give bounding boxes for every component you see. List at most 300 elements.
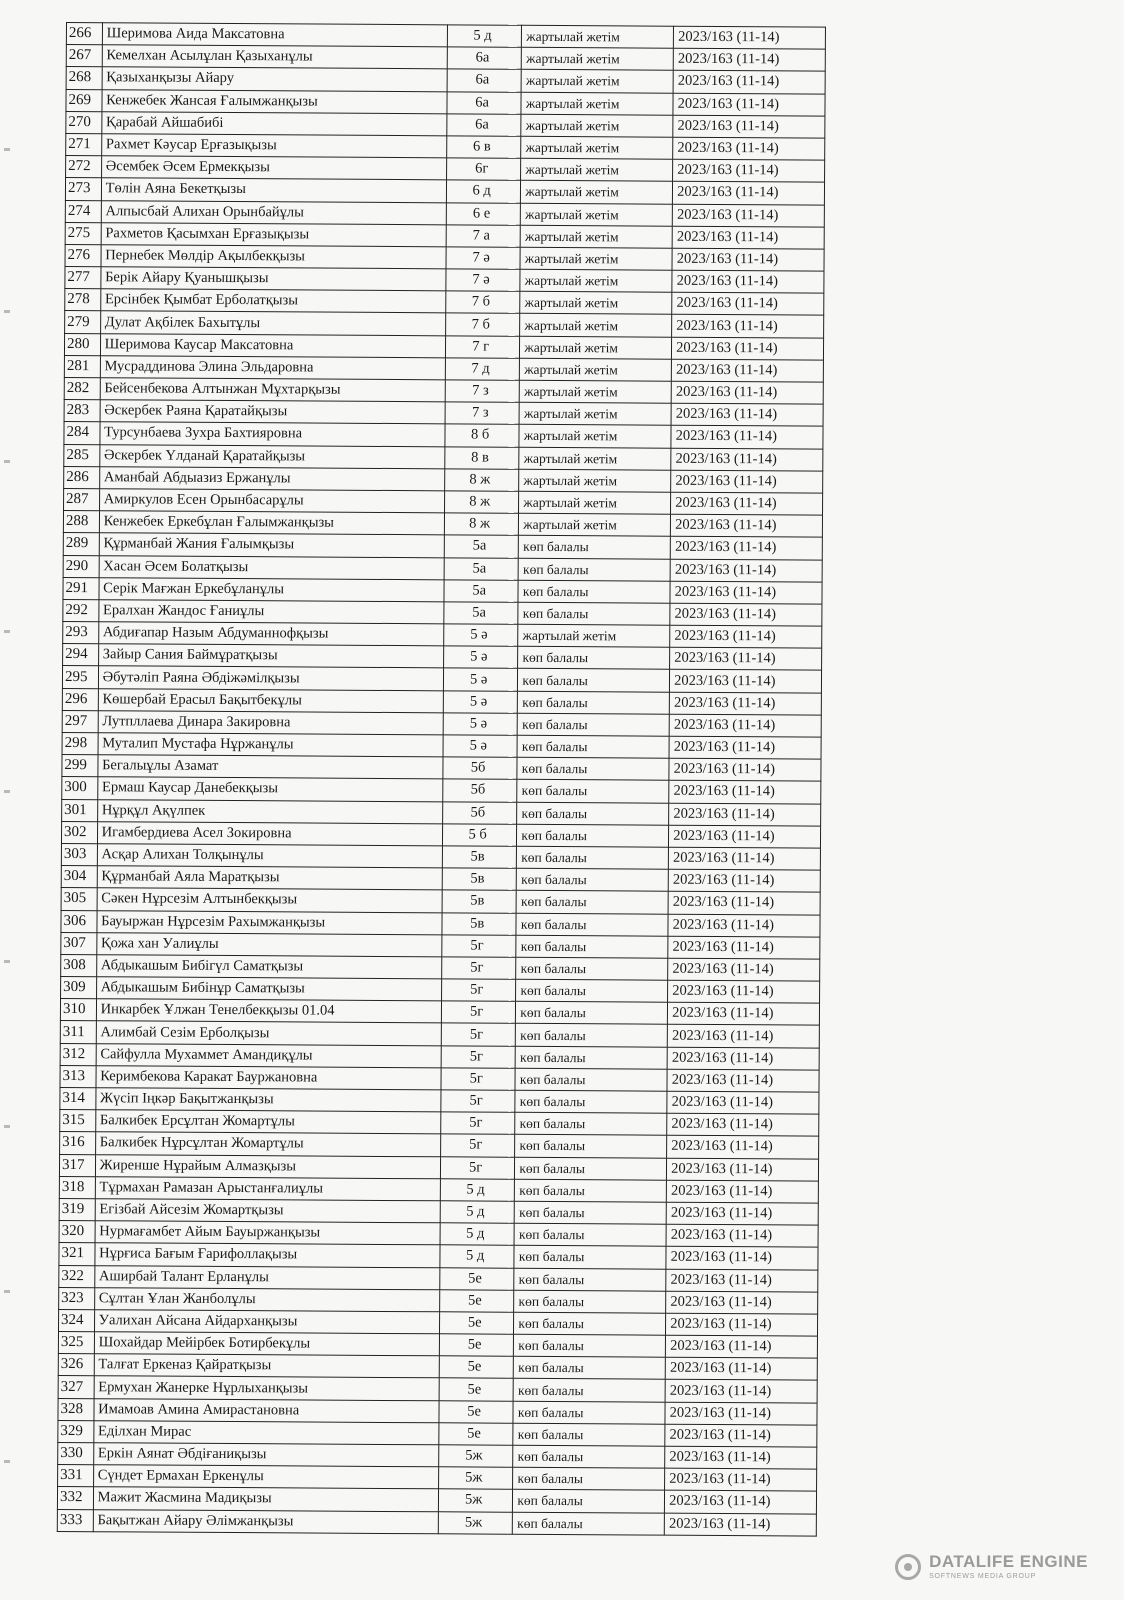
reference-cell: 2023/163 (11-14)	[666, 1180, 818, 1203]
row-number: 314	[60, 1087, 96, 1109]
status-cell: көп балалы	[515, 1112, 667, 1135]
status-cell: жартылай жетім	[520, 292, 672, 315]
status-cell: жартылай жетім	[521, 114, 673, 137]
class-cell: 5ж	[439, 1467, 509, 1490]
class-cell: 5е	[439, 1334, 509, 1357]
status-cell: көп балалы	[518, 647, 670, 670]
student-name: Амиркулов Есен Орынбасарұлы	[99, 489, 444, 513]
class-cell: 5е	[439, 1423, 509, 1446]
class-cell: 6а	[447, 69, 517, 92]
status-cell: көп балалы	[513, 1445, 665, 1468]
status-cell: көп балалы	[514, 1357, 666, 1380]
reference-cell: 2023/163 (11-14)	[667, 1136, 819, 1159]
row-number: 310	[60, 999, 96, 1021]
row-number: 305	[61, 888, 97, 910]
status-cell: көп балалы	[513, 1467, 665, 1490]
class-cell: 5г	[442, 935, 512, 958]
student-name: Шохайдар Мейірбек Ботирбекұлы	[94, 1332, 439, 1356]
status-cell: көп балалы	[516, 979, 668, 1002]
document-sheet	[57, 22, 826, 1536]
student-name: Бауыржан Нұрсезім Рахымжанқызы	[97, 910, 442, 934]
status-cell: жартылай жетім	[520, 336, 672, 359]
status-cell: көп балалы	[517, 780, 669, 803]
reference-cell: 2023/163 (11-14)	[673, 93, 825, 116]
status-cell: көп балалы	[517, 802, 669, 825]
status-cell: жартылай жетім	[521, 92, 673, 115]
class-cell: 5е	[440, 1312, 510, 1335]
status-cell: көп балалы	[518, 602, 670, 625]
reference-cell: 2023/163 (11-14)	[666, 1291, 818, 1314]
status-cell: жартылай жетім	[519, 491, 671, 514]
row-number: 279	[65, 311, 101, 333]
status-cell: көп балалы	[514, 1290, 666, 1313]
reference-cell: 2023/163 (11-14)	[672, 292, 824, 315]
row-number: 293	[63, 622, 99, 644]
student-name: Кенжебек Еркебұлан Ғалымжанқызы	[99, 511, 444, 535]
status-cell: көп балалы	[515, 1201, 667, 1224]
reference-cell: 2023/163 (11-14)	[668, 869, 820, 892]
row-number: 291	[63, 577, 99, 599]
reference-cell: 2023/163 (11-14)	[669, 736, 821, 759]
reference-cell: 2023/163 (11-14)	[672, 204, 824, 227]
reference-cell: 2023/163 (11-14)	[673, 159, 825, 182]
student-name: Имамоав Амина Амирастановна	[94, 1398, 439, 1422]
row-number: 323	[59, 1287, 95, 1309]
row-number: 318	[59, 1176, 95, 1198]
student-name: Балкибек Ерсұлтан Жомартұлы	[95, 1110, 440, 1134]
row-number: 296	[62, 688, 98, 710]
student-name: Алимбай Сезім Ерболқызы	[96, 1021, 441, 1045]
class-cell: 7 г	[445, 335, 515, 358]
class-cell: 8 в	[445, 446, 515, 469]
status-cell: көп балалы	[513, 1512, 665, 1535]
row-number: 269	[66, 89, 102, 111]
row-number: 288	[63, 511, 99, 533]
class-cell: 7 б	[446, 291, 516, 314]
student-name: Асқар Алихан Толқынұлы	[97, 844, 442, 868]
student-name: Сайфулла Мухаммет Амандиқұлы	[96, 1043, 441, 1067]
class-cell: 5 ә	[443, 735, 513, 758]
student-name: Еділхан Мирас	[93, 1421, 438, 1445]
student-name: Балкибек Нұрсұлтан Жомартұлы	[95, 1132, 440, 1156]
row-number: 315	[60, 1110, 96, 1132]
status-cell: көп балалы	[514, 1223, 666, 1246]
reference-cell: 2023/163 (11-14)	[671, 470, 823, 493]
student-name: Еркін Аянат Әбдіғаниқызы	[93, 1443, 438, 1467]
class-cell: 5 д	[440, 1223, 510, 1246]
row-number: 281	[64, 355, 100, 377]
row-number: 299	[62, 755, 98, 777]
watermark	[895, 1553, 1088, 1580]
status-cell: жартылай жетім	[521, 70, 673, 93]
class-cell: 5 ә	[443, 690, 513, 713]
student-name: Әскербек Үлданай Қаратайқызы	[99, 444, 444, 468]
student-name: Жүсіп Іңкәр Бақытжанқызы	[96, 1088, 441, 1112]
student-name: Бақытжан Айару Әлімжанқызы	[93, 1509, 438, 1533]
status-cell: көп балалы	[515, 1157, 667, 1180]
class-cell: 5г	[441, 1090, 511, 1113]
row-number: 272	[66, 156, 102, 178]
row-number: 309	[61, 977, 97, 999]
status-cell: көп балалы	[513, 1490, 665, 1513]
class-cell: 5е	[439, 1378, 509, 1401]
reference-cell: 2023/163 (11-14)	[667, 1158, 819, 1181]
reference-cell: 2023/163 (11-14)	[665, 1446, 817, 1469]
class-cell: 8 ж	[444, 513, 514, 536]
row-number: 282	[64, 377, 100, 399]
reference-cell: 2023/163 (11-14)	[670, 670, 822, 693]
class-cell: 5в	[442, 868, 512, 891]
class-cell: 5б	[443, 757, 513, 780]
class-cell: 5в	[442, 890, 512, 913]
row-number: 303	[61, 843, 97, 865]
row-number: 286	[64, 466, 100, 488]
reference-cell: 2023/163 (11-14)	[670, 581, 822, 604]
student-name: Аманбай Абдыазиз Ержанұлы	[99, 466, 444, 490]
class-cell: 5е	[439, 1356, 509, 1379]
class-cell: 5а	[444, 580, 514, 603]
student-name: Берік Айару Қуанышқызы	[101, 267, 446, 291]
status-cell: көп балалы	[515, 1068, 667, 1091]
row-number: 294	[63, 644, 99, 666]
class-cell: 7 з	[445, 380, 515, 403]
row-number: 306	[61, 910, 97, 932]
row-number: 311	[60, 1021, 96, 1043]
class-cell: 5г	[442, 979, 512, 1002]
watermark-text	[929, 1553, 1088, 1580]
class-cell: 7 ә	[446, 269, 516, 292]
reference-cell: 2023/163 (11-14)	[674, 26, 826, 49]
students-table	[57, 22, 826, 1536]
row-number: 266	[66, 23, 102, 45]
reference-cell: 2023/163 (11-14)	[666, 1247, 818, 1270]
row-number: 283	[64, 400, 100, 422]
class-cell: 5ж	[438, 1489, 508, 1512]
row-number: 297	[62, 710, 98, 732]
student-name: Қожа хан Уалиұлы	[96, 932, 441, 956]
student-name: Хасан Әсем Болатқызы	[99, 555, 444, 579]
student-name: Абдыкашым Бибігүл Саматқызы	[96, 955, 441, 979]
status-cell: көп балалы	[516, 913, 668, 936]
reference-cell: 2023/163 (11-14)	[668, 958, 820, 981]
class-cell: 5 ә	[444, 646, 514, 669]
reference-cell: 2023/163 (11-14)	[669, 758, 821, 781]
reference-cell: 2023/163 (11-14)	[671, 359, 823, 382]
class-cell: 5г	[440, 1156, 510, 1179]
class-cell: 5 д	[440, 1245, 510, 1268]
reference-cell: 2023/163 (11-14)	[672, 226, 824, 249]
class-cell: 6 в	[447, 136, 517, 159]
row-number: 301	[62, 799, 98, 821]
student-name: Бегалыұлы Азамат	[98, 755, 443, 779]
class-cell: 5 д	[447, 25, 517, 48]
student-name: Зайыр Сания Баймұратқызы	[98, 644, 443, 668]
student-name: Сүндет Ермахан Еркенұлы	[93, 1465, 438, 1489]
class-cell: 6 д	[446, 180, 516, 203]
student-name: Егізбай Айсезім Жомартқызы	[95, 1199, 440, 1223]
status-cell: көп балалы	[518, 580, 670, 603]
status-cell: көп балалы	[516, 1002, 668, 1025]
class-cell: 8 ж	[445, 491, 515, 514]
class-cell: 7 ә	[446, 247, 516, 270]
student-name: Сұлтан Ұлан Жанболұлы	[94, 1287, 439, 1311]
class-cell: 5г	[441, 1112, 511, 1135]
row-number: 295	[62, 666, 98, 688]
reference-cell: 2023/163 (11-14)	[666, 1269, 818, 1292]
status-cell: көп балалы	[516, 957, 668, 980]
class-cell: 7 б	[446, 313, 516, 336]
class-cell: 6а	[447, 114, 517, 137]
student-name: Әсембек Әсем Ермекқызы	[101, 156, 446, 180]
status-cell: көп балалы	[516, 1024, 668, 1047]
class-cell: 6 е	[446, 202, 516, 225]
status-cell: жартылай жетім	[520, 314, 672, 337]
reference-cell: 2023/163 (11-14)	[665, 1380, 817, 1403]
reference-cell: 2023/163 (11-14)	[669, 781, 821, 804]
table-row	[57, 1509, 816, 1536]
status-cell: көп балалы	[515, 1090, 667, 1113]
class-cell: 5а	[444, 602, 514, 625]
student-name: Серік Мағжан Еркебұланұлы	[99, 577, 444, 601]
student-name: Нұрқұл Ақүлпек	[97, 799, 442, 823]
student-name: Құрманбай Аяла Маратқызы	[97, 866, 442, 890]
student-name: Ералхан Жандос Ғаниұлы	[98, 600, 443, 624]
student-name: Талғат Еркеназ Қайратқызы	[94, 1354, 439, 1378]
row-number: 277	[65, 267, 101, 289]
row-number: 308	[61, 954, 97, 976]
reference-cell: 2023/163 (11-14)	[670, 537, 822, 560]
class-cell: 5 б	[442, 824, 512, 847]
reference-cell: 2023/163 (11-14)	[667, 1091, 819, 1114]
row-number: 287	[64, 488, 100, 510]
status-cell: көп балалы	[518, 713, 670, 736]
student-name: Мажит Жасмина Мадиқызы	[93, 1487, 438, 1511]
row-number: 275	[65, 222, 101, 244]
reference-cell: 2023/163 (11-14)	[666, 1224, 818, 1247]
reference-cell: 2023/163 (11-14)	[668, 892, 820, 915]
row-number: 292	[63, 599, 99, 621]
reference-cell: 2023/163 (11-14)	[671, 448, 823, 471]
reference-cell: 2023/163 (11-14)	[665, 1402, 817, 1425]
row-number: 319	[59, 1198, 95, 1220]
class-cell: 5 ә	[444, 624, 514, 647]
row-number: 276	[65, 244, 101, 266]
status-cell: жартылай жетім	[521, 225, 673, 248]
reference-cell: 2023/163 (11-14)	[669, 847, 821, 870]
status-cell: жартылай жетім	[521, 203, 673, 226]
status-cell: көп балалы	[518, 691, 670, 714]
student-name: Керимбекова Каракат Бауржановна	[96, 1066, 441, 1090]
student-name: Абдиғапар Назым Абдуманнофқызы	[98, 622, 443, 646]
row-number: 280	[64, 333, 100, 355]
row-number: 321	[59, 1243, 95, 1265]
reference-cell: 2023/163 (11-14)	[670, 625, 822, 648]
reference-cell: 2023/163 (11-14)	[670, 603, 822, 626]
student-name: Құрманбай Жания Ғалымқызы	[99, 533, 444, 557]
status-cell: жартылай жетім	[518, 624, 670, 647]
class-cell: 5г	[441, 1045, 511, 1068]
class-cell: 5в	[442, 912, 512, 935]
student-name: Муталип Мустафа Нұржанұлы	[98, 733, 443, 757]
row-number: 313	[60, 1065, 96, 1087]
row-number: 284	[64, 422, 100, 444]
status-cell: көп балалы	[518, 669, 670, 692]
scan-margin-marks	[0, 0, 20, 1600]
student-name: Нурмағамбет Айым Бауыржанқызы	[95, 1221, 440, 1245]
reference-cell: 2023/163 (11-14)	[672, 337, 824, 360]
reference-cell: 2023/163 (11-14)	[673, 48, 825, 71]
status-cell: жартылай жетім	[519, 469, 671, 492]
class-cell: 5г	[442, 957, 512, 980]
class-cell: 5е	[440, 1267, 510, 1290]
status-cell: көп балалы	[513, 1423, 665, 1446]
student-name: Шеримова Каусар Максатовна	[100, 333, 445, 357]
status-cell: жартылай жетім	[519, 425, 671, 448]
reference-cell: 2023/163 (11-14)	[670, 647, 822, 670]
class-cell: 5е	[439, 1400, 509, 1423]
student-name: Алпысбай Алихан Орынбайұлы	[101, 200, 446, 224]
row-number: 307	[61, 932, 97, 954]
reference-cell: 2023/163 (11-14)	[668, 936, 820, 959]
class-cell: 5 д	[440, 1179, 510, 1202]
datalife-logo-icon	[895, 1554, 921, 1580]
status-cell: көп балалы	[515, 1179, 667, 1202]
status-cell: көп балалы	[517, 735, 669, 758]
row-number: 300	[62, 777, 98, 799]
row-number: 290	[63, 555, 99, 577]
student-name: Рахметов Қасымхан Ерғазықызы	[101, 222, 446, 246]
class-cell: 5б	[443, 801, 513, 824]
status-cell: көп балалы	[516, 935, 668, 958]
status-cell: көп балалы	[519, 536, 671, 559]
reference-cell: 2023/163 (11-14)	[664, 1513, 816, 1536]
row-number: 268	[66, 67, 102, 89]
status-cell: көп балалы	[515, 1135, 667, 1158]
student-name: Әскербек Раяна Қаратайқызы	[100, 400, 445, 424]
class-cell: 6а	[447, 47, 517, 70]
class-cell: 5г	[441, 1023, 511, 1046]
row-number: 304	[61, 866, 97, 888]
reference-cell: 2023/163 (11-14)	[669, 692, 821, 715]
reference-cell: 2023/163 (11-14)	[667, 1069, 819, 1092]
reference-cell: 2023/163 (11-14)	[669, 825, 821, 848]
row-number: 324	[59, 1309, 95, 1331]
row-number: 285	[64, 444, 100, 466]
row-number: 302	[61, 821, 97, 843]
row-number: 320	[59, 1221, 95, 1243]
reference-cell: 2023/163 (11-14)	[669, 714, 821, 737]
reference-cell: 2023/163 (11-14)	[669, 803, 821, 826]
class-cell: 7 а	[446, 225, 516, 248]
student-name: Қазыханқызы Айару	[102, 67, 447, 91]
students-table-body	[57, 23, 825, 1536]
row-number: 328	[58, 1398, 94, 1420]
reference-cell: 2023/163 (11-14)	[667, 1025, 819, 1048]
class-cell: 8 б	[445, 424, 515, 447]
class-cell: 5г	[441, 1134, 511, 1157]
reference-cell: 2023/163 (11-14)	[673, 71, 825, 94]
student-name: Төлін Аяна Бекетқызы	[101, 178, 446, 202]
status-cell: жартылай жетім	[520, 269, 672, 292]
row-number: 331	[58, 1465, 94, 1487]
reference-cell: 2023/163 (11-14)	[665, 1424, 817, 1447]
row-number: 317	[59, 1154, 95, 1176]
status-cell: жартылай жетім	[521, 136, 673, 159]
student-name: Мусраддинова Элина Эльдаровна	[100, 356, 445, 380]
reference-cell: 2023/163 (11-14)	[672, 248, 824, 271]
class-cell: 7 д	[445, 358, 515, 381]
class-cell: 5в	[442, 846, 512, 869]
student-name: Жиренше Нұрайым Алмазқызы	[95, 1154, 440, 1178]
reference-cell: 2023/163 (11-14)	[671, 426, 823, 449]
student-name: Аширбай Талант Ерланұлы	[94, 1265, 439, 1289]
row-number: 326	[58, 1354, 94, 1376]
student-name: Игамбердиева Асел Зокировна	[97, 821, 442, 845]
class-cell: 5а	[444, 535, 514, 558]
status-cell: жартылай жетім	[521, 158, 673, 181]
status-cell: жартылай жетім	[520, 358, 672, 381]
student-name: Көшербай Ерасыл Бақытбекұлы	[98, 688, 443, 712]
row-number: 267	[66, 45, 102, 67]
class-cell: 5 ә	[443, 713, 513, 736]
status-cell: жартылай жетім	[519, 402, 671, 425]
reference-cell: 2023/163 (11-14)	[671, 403, 823, 426]
status-cell: көп балалы	[514, 1312, 666, 1335]
status-cell: көп балалы	[517, 846, 669, 869]
row-number: 330	[58, 1442, 94, 1464]
status-cell: жартылай жетім	[520, 380, 672, 403]
row-number: 333	[57, 1509, 93, 1531]
status-cell: жартылай жетім	[520, 247, 672, 270]
status-cell: жартылай жетім	[522, 47, 674, 70]
status-cell: көп балалы	[513, 1401, 665, 1424]
student-name: Рахмет Кәусар Ерғазықызы	[101, 134, 446, 158]
status-cell: жартылай жетім	[519, 447, 671, 470]
status-cell: көп балалы	[514, 1246, 666, 1269]
row-number: 332	[57, 1487, 93, 1509]
student-name: Бейсенбекова Алтынжан Мұхтарқызы	[100, 378, 445, 402]
reference-cell: 2023/163 (11-14)	[665, 1357, 817, 1380]
reference-cell: 2023/163 (11-14)	[673, 182, 825, 205]
reference-cell: 2023/163 (11-14)	[672, 270, 824, 293]
student-name: Кенжебек Жансая Ғалымжанқызы	[102, 89, 447, 113]
student-name: Инкарбек Ұлжан Тенелбекқызы 01.04	[96, 999, 441, 1023]
status-cell: көп балалы	[517, 757, 669, 780]
row-number: 273	[65, 178, 101, 200]
class-cell: 5а	[444, 557, 514, 580]
row-number: 316	[60, 1132, 96, 1154]
status-cell: көп балалы	[514, 1334, 666, 1357]
row-number: 271	[66, 133, 102, 155]
student-name: Пернебек Мөлдір Ақылбекқызы	[101, 245, 446, 269]
class-cell: 7 з	[445, 402, 515, 425]
row-number: 298	[62, 732, 98, 754]
student-name: Ермухан Жанерке Нұрлыханқызы	[94, 1376, 439, 1400]
row-number: 322	[59, 1265, 95, 1287]
student-name: Ерсінбек Қымбат Ерболатқызы	[100, 289, 445, 313]
status-cell: көп балалы	[514, 1268, 666, 1291]
reference-cell: 2023/163 (11-14)	[666, 1335, 818, 1358]
watermark-subtitle: SOFTNEWS MEDIA GROUP	[929, 1573, 1037, 1580]
class-cell: 5г	[441, 1068, 511, 1091]
student-name: Шеримова Аида Максатовна	[102, 23, 447, 47]
reference-cell: 2023/163 (11-14)	[672, 315, 824, 338]
row-number: 325	[58, 1332, 94, 1354]
student-name: Абдыкашым Бибінұр Саматқызы	[96, 977, 441, 1001]
row-number: 327	[58, 1376, 94, 1398]
reference-cell: 2023/163 (11-14)	[667, 1047, 819, 1070]
reference-cell: 2023/163 (11-14)	[670, 559, 822, 582]
